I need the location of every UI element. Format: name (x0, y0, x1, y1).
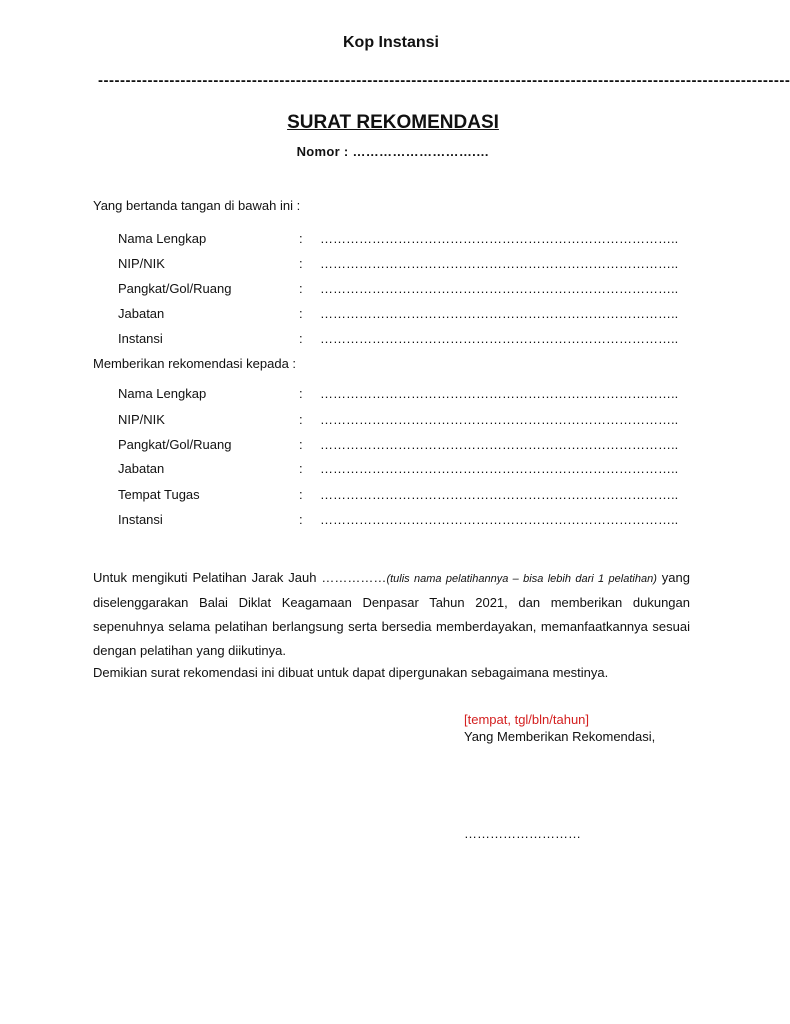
field-colon: : (299, 331, 303, 346)
section1-intro: Yang bertanda tangan di bawah ini : (93, 198, 301, 213)
field-label: Instansi (118, 331, 163, 346)
field-blank: ……………………………………………………………………….. (320, 487, 679, 502)
form-row-tempat-tugas (118, 487, 728, 505)
field-blank: ……………………………………………………………………….. (320, 512, 679, 527)
field-blank: ……………………………………………………………………….. (320, 461, 679, 476)
field-blank: ……………………………………………………………………….. (320, 231, 679, 246)
letterhead-title: Kop Instansi (342, 34, 439, 51)
field-label: Tempat Tugas (118, 487, 200, 502)
field-blank: ……………………………………………………………………….. (320, 256, 679, 271)
field-label: Nama Lengkap (118, 386, 207, 401)
signer-label: Yang Memberikan Rekomendasi, (464, 729, 656, 744)
form-row-pangkat (118, 281, 728, 299)
field-colon: : (299, 512, 303, 527)
field-colon: : (299, 281, 303, 296)
form-row-pangkat (118, 437, 728, 455)
form-row-jabatan (118, 306, 728, 324)
field-blank: ……………………………………………………………………….. (320, 412, 679, 427)
field-blank: ……………………………………………………………………….. (320, 281, 679, 296)
field-label: Pangkat/Gol/Ruang (118, 437, 232, 452)
field-label: Instansi (118, 512, 163, 527)
field-label: NIP/NIK (118, 256, 165, 271)
field-colon: : (299, 412, 303, 427)
closing-paragraph: Demikian surat rekomendasi ini dibuat untuk dapat dipergunakan sebagaimana mestinya. (93, 665, 609, 680)
field-blank: ……………………………………………………………………….. (320, 306, 679, 321)
field-colon: : (299, 437, 303, 452)
section2-intro: Memberikan rekomendasi kepada : (93, 356, 297, 371)
field-label: Nama Lengkap (118, 231, 207, 246)
field-blank: ……………………………………………………………………….. (320, 386, 679, 401)
form-row-nama-lengkap (118, 231, 728, 249)
form-row-instansi (118, 512, 728, 530)
form-row-instansi (118, 331, 728, 349)
body-rest: yang diselenggarakan Balai Diklat Keagamaan Denpasar Tahun 2021, dan memberikan dukungan sepenuhnya selama pelatihan berlangsung serta bersedia memberdayakan, memanfaatkannya sesuai dengan pelatihan yang diikutinya. (93, 570, 690, 658)
place-date-placeholder: [tempat, tgl/bln/tahun] (464, 712, 590, 727)
document-number: Nomor : ……………………….… (296, 144, 490, 159)
field-colon: : (299, 487, 303, 502)
form-row-nip-nik (118, 412, 728, 430)
field-label: Pangkat/Gol/Ruang (118, 281, 232, 296)
signature-line: ……………………… (464, 826, 581, 841)
field-colon: : (299, 231, 303, 246)
field-blank: ……………………………………………………………………….. (320, 331, 679, 346)
field-label: NIP/NIK (118, 412, 165, 427)
field-colon: : (299, 386, 303, 401)
training-note: (tulis nama pelatihannya – bisa lebih dari 1 pelatihan) (386, 573, 657, 585)
letterhead-divider: ------------------------------------------------------------------------------------------------------------------------------ (98, 72, 790, 89)
field-colon: : (299, 461, 303, 476)
form-row-nama-lengkap (118, 386, 728, 404)
field-colon: : (299, 306, 303, 321)
form-row-jabatan (118, 461, 728, 479)
field-label: Jabatan (118, 306, 165, 321)
document-title: SURAT REKOMENDASI (287, 112, 499, 133)
field-blank: ……………………………………………………………………….. (320, 437, 679, 452)
body-paragraph (93, 566, 690, 663)
field-colon: : (299, 256, 303, 271)
form-row-nip-nik (118, 256, 728, 274)
field-label: Jabatan (118, 461, 165, 476)
body-lead: Untuk mengikuti Pelatihan Jarak Jauh …………… (93, 570, 387, 585)
